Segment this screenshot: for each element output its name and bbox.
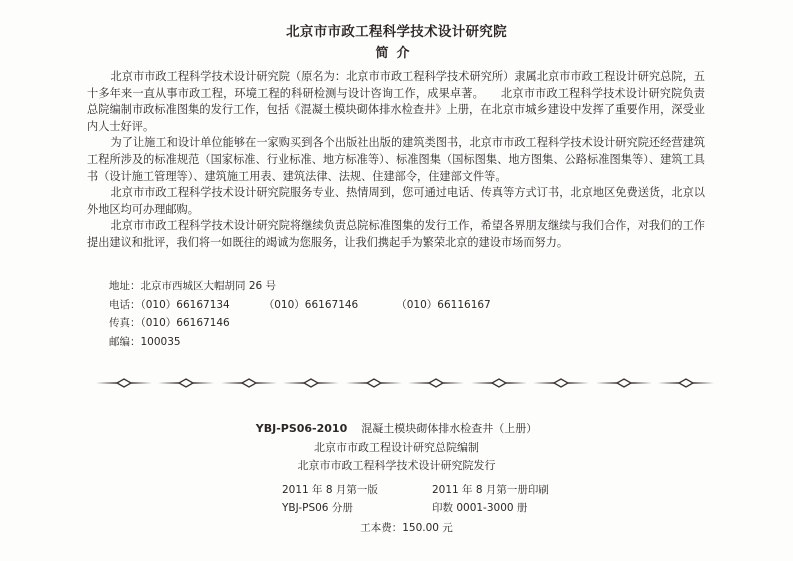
- print-date-info: 2011 年 8 月第一册印刷: [432, 484, 549, 496]
- colophon: [0, 420, 793, 476]
- fax-line: 传真：（010）66167146: [109, 317, 230, 329]
- diamond-ornament-icon: [282, 376, 340, 390]
- phone-number-3: （010）66116167: [396, 298, 491, 311]
- address-line: 地址：北京市西城区大帽胡同 26 号: [109, 280, 277, 292]
- edition-info: 2011 年 8 月第一版: [282, 484, 378, 496]
- price-line: 工本费：150.00 元: [360, 522, 453, 534]
- paragraph-products: 为了让施工和设计单位能够在一家购买到各个出版社出版的建筑类图书，北京市市政工程科学技术设计研究院还经营建筑工程所涉及的标准规范（国家标准、行业标准、地方标准等）、标准图集（国标图集、地方图集、公路标准图集等）、建筑工具书（设计施工管理等）、建筑施工用表、建筑法律、法规、住建部令，住建部文件等。: [87, 136, 705, 183]
- diamond-ornament-icon: [470, 376, 528, 390]
- postcode-line: 邮编：100035: [109, 335, 181, 348]
- phone-line: [109, 296, 491, 315]
- diamond-ornament-icon: [657, 376, 715, 390]
- page-subtitle: 简介: [375, 46, 418, 61]
- volume-code: YBJ-PS06 分册: [282, 501, 353, 514]
- diamond-ornament-icon: [407, 376, 465, 390]
- printing-info: [282, 482, 612, 517]
- diamond-ornament-icon: [157, 376, 215, 390]
- phone-number-1: （010）66167134: [140, 298, 230, 311]
- diamond-ornament-icon: [345, 376, 403, 390]
- paragraph-service: 北京市市政工程科学技术设计研究院服务专业、热情周到，您可通过电话、传真等方式订书，北京地区免费送货，北京以外地区均可办理邮购。: [87, 186, 705, 216]
- introduction-body: [87, 69, 705, 252]
- phone-label: 电话：: [109, 298, 141, 311]
- book-title: 混凝土模块砌体排水检查井（上册）: [361, 422, 538, 435]
- diamond-ornament-icon: [95, 376, 153, 390]
- contact-block: [109, 277, 491, 351]
- page-title: 北京市市政工程科学技术设计研究院: [286, 24, 507, 40]
- ornamental-divider: [95, 376, 715, 390]
- phone-number-2: （010）66167146: [263, 298, 359, 311]
- standard-code: YBJ-PS06-2010: [255, 422, 348, 435]
- diamond-ornament-icon: [595, 376, 653, 390]
- diamond-ornament-icon: [532, 376, 590, 390]
- editor-line: 北京市市政工程设计研究总院编制: [314, 440, 479, 454]
- print-run: 印数 0001-3000 册: [432, 501, 528, 514]
- publisher-line: 北京市市政工程科学技术设计研究院发行: [297, 459, 496, 473]
- diamond-ornament-icon: [220, 376, 278, 390]
- paragraph-closing: 北京市市政工程科学技术设计研究院将继续负责总院标准图集的发行工作，希望各界朋友继续与我们合作，对我们的工作提出建议和批评，我们将一如既往的竭诚为您服务，让我们携起手为繁荣北京的建设市场而努力。: [87, 219, 705, 249]
- paragraph-history: 北京市市政工程科学技术设计研究院（原名为：北京市市政工程科学技术研究所）隶属北京市市政工程设计研究总院，五十多年来一直从事市政工程，环境工程的科研检测与设计咨询工作，成果卓著。 北京市市政工程科学技术设计研究院负责总院编制市政标准图集的发行工作，包括《混凝土模块砌体排水检查井》上册，在北京市城乡建设中发挥了重要作用，深受业内人士好评。: [87, 70, 705, 133]
- book-title-line: [0, 420, 793, 439]
